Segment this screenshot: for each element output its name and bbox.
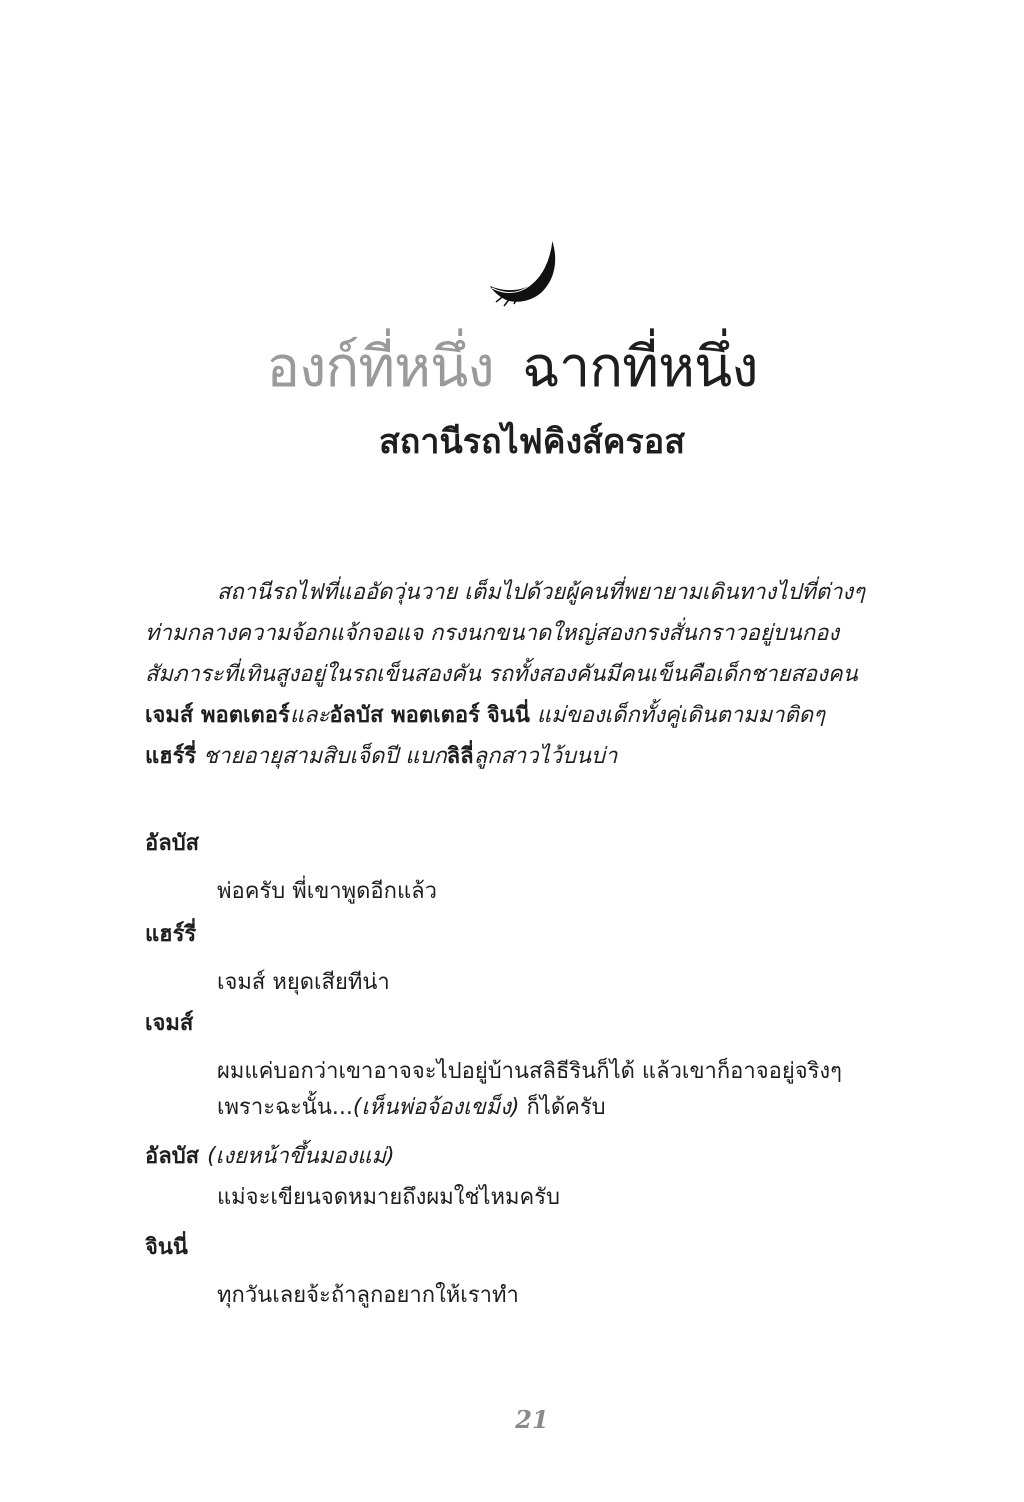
narration-line [145,736,925,777]
dialogue-block [145,1006,935,1126]
speaker-name: แฮร์รี่ [145,922,197,947]
character-name: ลิลี่ [446,744,474,769]
speech-line: ทุกวันเลยจ้ะถ้าลูกอยากให้เราทำ [217,1283,519,1308]
speech-line: ผมแค่บอกว่าเขาอาจจะไปอยู่บ้านสลิธีรินก็ได้ แล้วเขาก็อาจอยู่จริงๆ [217,1059,842,1084]
dialogue-block [145,917,935,1001]
character-name: จินนี่ [486,703,530,728]
speaker-direction: (เงยหน้าขึ้นมองแม่) [207,1144,395,1169]
narration-text: ลูกสาวไว้บนบ่า [473,744,618,769]
conjunction: และ [289,703,330,728]
chapter-title [0,328,1024,408]
location-title: สถานีรถไฟคิงส์ครอส [379,422,685,462]
character-name: เจมส์ พอตเตอร์ [145,703,290,728]
speech-line [145,1090,935,1126]
speaker-name: เจมส์ [145,1011,194,1036]
speaker-name: จินนี่ [145,1235,188,1260]
character-name: อัลบัส พอตเตอร์ [329,703,480,728]
stage-direction [145,572,925,777]
narration-line: ท่ามกลางความจ้อกแจ้กจอแจ กรงนกขนาดใหญ่สองกรงสั่นกราวอยู่บนกอง [145,621,840,646]
dialogue-block [145,826,935,910]
speech-text: ก็ได้ครับ [519,1095,606,1120]
page-number: 21 [515,1405,549,1434]
narration-line: สัมภาระที่เทินสูงอยู่ในรถเข็นสองคัน รถทั้งสองคันมีคนเข็นคือเด็กชายสองคน [145,662,858,687]
speech-line: พ่อครับ พี่เขาพูดอีกแล้ว [217,879,437,904]
dialogue-block [145,1230,935,1314]
inline-direction: (เห็นพ่อจ้องเขม็ง) [352,1095,520,1120]
narration-line: สถานีรถไฟที่แออัดวุ่นวาย เต็มไปด้วยผู้คนที่พยายามเดินทางไปที่ต่างๆ [217,580,865,605]
scene-title: ฉากที่หนึ่ง [521,335,758,400]
narration-text: แม่ของเด็กทั้งคู่เดินตามมาติดๆ [529,703,825,728]
feather-icon [486,238,566,310]
speech-text: เพราะฉะนั้น... [217,1095,353,1120]
narration-text: ชายอายุสามสิบเจ็ดปี แบก [196,744,447,769]
speech-line: เจมส์ หยุดเสียทีน่า [217,970,390,995]
speaker-row [145,1139,935,1175]
speech-line: แม่จะเขียนจดหมายถึงผมใช่ไหมครับ [217,1185,560,1210]
act-title: องก์ที่หนึ่ง [266,335,494,400]
speaker-name: อัลบัส [145,1144,200,1169]
dialogue-block [145,1139,935,1216]
narration-line [145,695,925,736]
speaker-name: อัลบัส [145,831,200,856]
character-name: แฮร์รี่ [145,744,197,769]
